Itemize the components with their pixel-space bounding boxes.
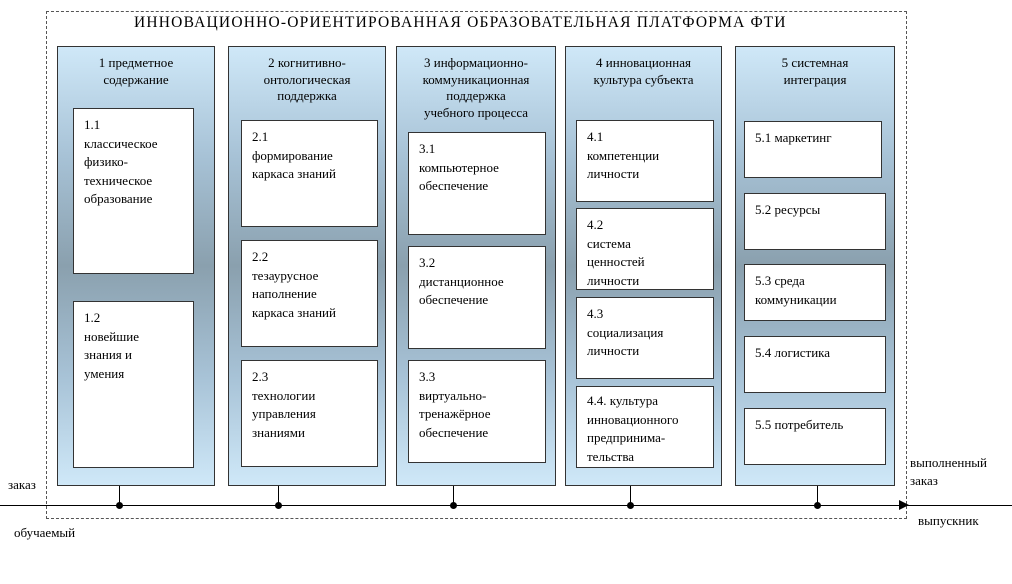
box-4-1: 4.1 компетенции личности [576,120,714,202]
axis-dot [627,502,634,509]
axis-dot [116,502,123,509]
box-2-1: 2.1 формирование каркаса знаний [241,120,378,227]
column-ict-support [396,46,556,486]
column-header: 3 информационно- коммуникационная поддержка учебного процесса [422,55,530,120]
column-header: 4 инновационная культура субъекта [593,55,694,87]
label-student: обучаемый [14,525,76,540]
process-axis [0,505,1012,506]
box-3-2: 3.2 дистанционное обеспечение [408,246,546,349]
box-4-3: 4.3 социализация личности [576,297,714,379]
column-header: 2 когнитивно- онтологическая поддержка [263,55,351,103]
column-subject-content [57,46,215,486]
axis-dot [450,502,457,509]
box-5-5: 5.5 потребитель [744,408,886,465]
axis-dot [275,502,282,509]
box-4-2: 4.2 система ценностей личности [576,208,714,290]
box-5-2: 5.2 ресурсы [744,193,886,250]
column-system-integration [735,46,895,486]
column-header: 5 системная интеграция [781,55,849,87]
column-innovation-culture [565,46,722,486]
box-3-3: 3.3 виртуально- тренажёрное обеспечение [408,360,546,463]
box-2-2: 2.2 тезаурусное наполнение каркаса знаний [241,240,378,347]
box-2-3: 2.3 технологии управления знаниями [241,360,378,467]
axis-arrow-icon [899,500,909,510]
box-1-2: 1.2 новейшие знания и умения [73,301,194,468]
box-3-1: 3.1 компьютерное обеспечение [408,132,546,235]
label-completed-order: выполненный заказ [910,455,987,488]
box-5-4: 5.4 логистика [744,336,886,393]
axis-dot [814,502,821,509]
platform-title: ИННОВАЦИОННО-ОРИЕНТИРОВАННАЯ ОБРАЗОВАТЕЛЬНАЯ ПЛАТФОРМА ФТИ [134,14,787,31]
box-5-3: 5.3 среда коммуникации [744,264,886,321]
box-4-4: 4.4. культура инновационного предпринима- тельства [576,386,714,468]
label-order: заказ [8,477,36,492]
box-1-1: 1.1 классическое физико- техническое образование [73,108,194,274]
column-header: 1 предметное содержание [98,55,174,87]
column-cognitive-support [228,46,386,486]
label-graduate: выпускник [918,513,979,528]
box-5-1: 5.1 маркетинг [744,121,882,178]
